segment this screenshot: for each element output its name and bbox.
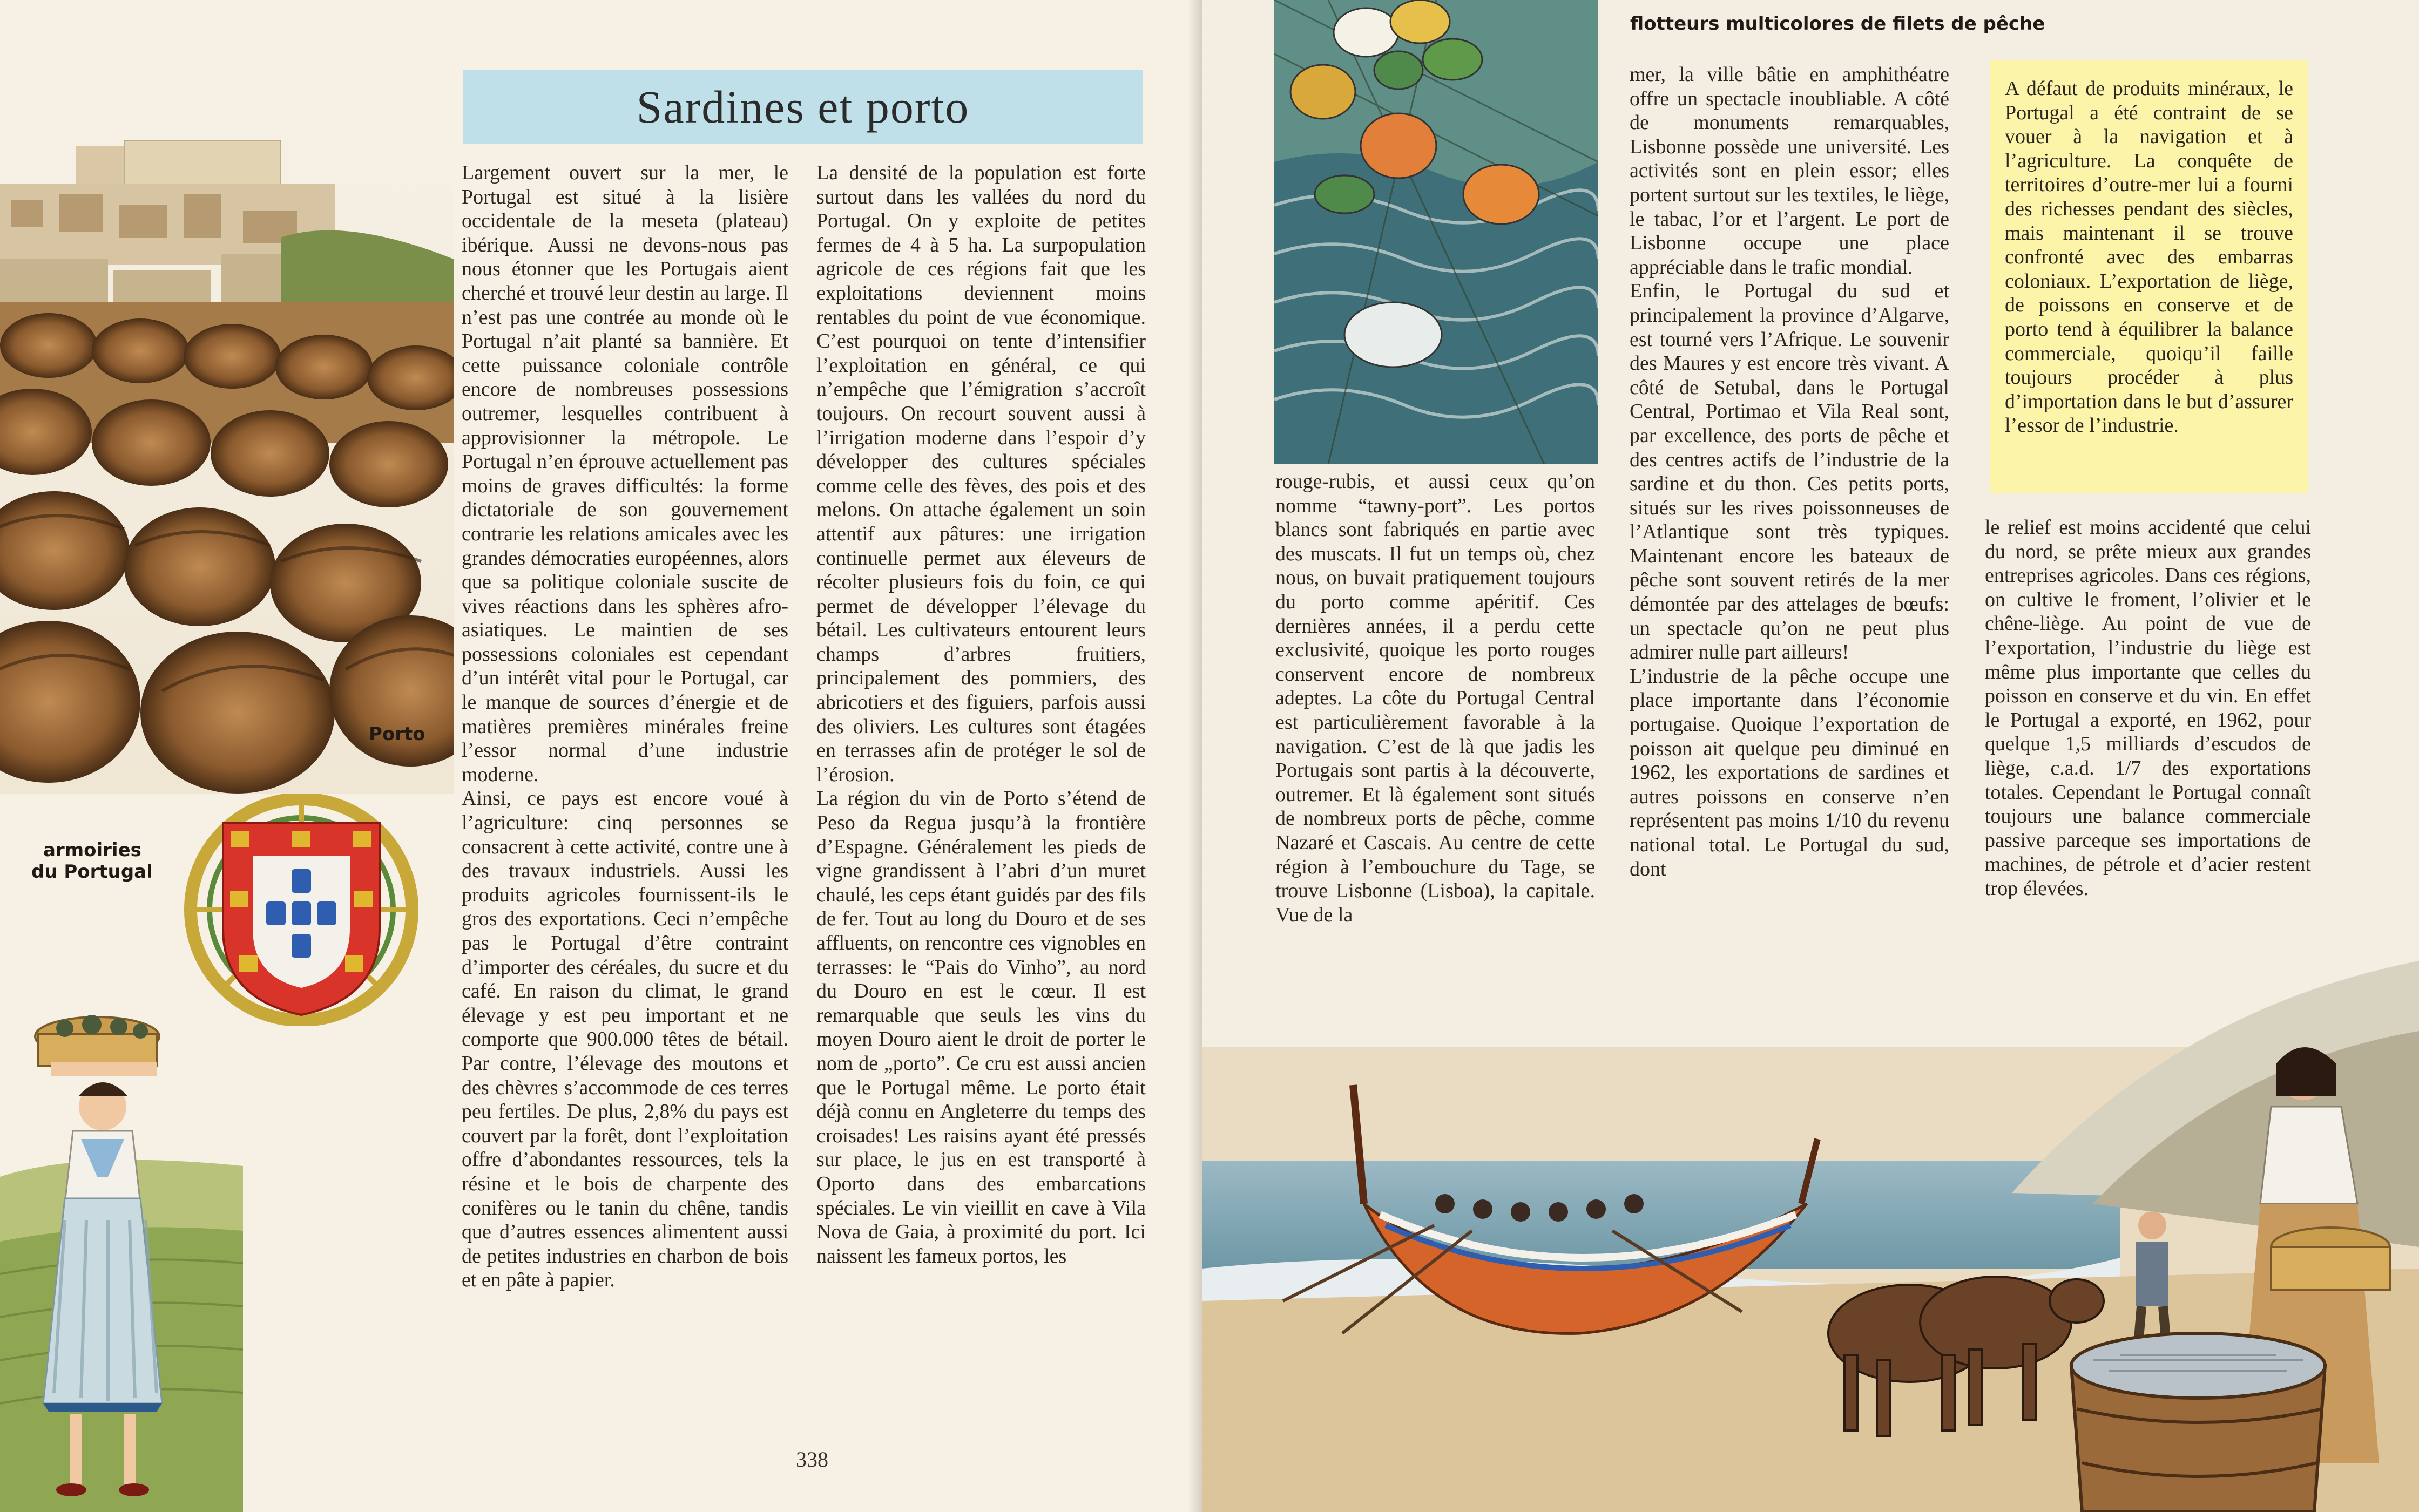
left-page: [0, 0, 1202, 1512]
coat-of-arms-illustration: [172, 794, 431, 1026]
text-column-1: [462, 161, 788, 1292]
text-column-5: [1985, 516, 2311, 901]
fishing-net-floats-illustration: [1274, 0, 1598, 464]
paragraph: La région du vin de Porto s’étend de Peso da Regua jusqu’à la frontière d’Espagne. Généralement les pieds de vigne grandissent à l’abri d’un muret chaulé, les ceps étant guidés par des fils de fer. Tout au long du Douro et de ses affluents, on rencontre ces vignobles en terrasses: le “Pais do Vinho”, au nord du Douro en est le cœur. Il est remarquable que seuls les vins du moyen Douro aient le droit de porter le nom de „porto”. Ce cru est aussi ancien que le Portugal même. Le porto était déjà connu en Angleterre du temps des croisades! Les raisins ayant été pressés sur place, le jus en est transporté à Oporto dans des embarcations spéciales. Le vin vieillit en cave à Vila Nova de Gaia, à proximité du port. Ici naissent les fameux portos, les: [816, 787, 1146, 1267]
paragraph: Ainsi, ce pays est encore voué à l’agriculture: cinq personnes se consacrent à cette activité, contre une à des travaux industriels. Aussi les produits agricoles fournissent-ils le gros des exportations. Ceci n’empêche pas le Portugal d’être contraint d’importer des céréales, du sucre et du café. En raison du climat, le grand élevage y est peu important et ne comporte que 900.000 têtes de bétail. Par contre, l’élevage des moutons et des chèvres s’accommode de ces terres peu fertiles. De plus, 2,8% du pays est couvert par la forêt, dont l’exploitation offre d’abondantes ressources, tels la résine et le bois de charpente des conifères ou le tanin du chêne, tandis que d’autres essences alimentent aussi de petites industries en charbon de bois et en pâte à papier.: [462, 787, 788, 1292]
vineyard-woman-illustration: [0, 1015, 243, 1512]
porto-caption: Porto: [369, 723, 425, 745]
summary-box: [1990, 60, 2308, 493]
text-column-2: [816, 161, 1146, 1268]
arms-caption-line1: armoiries: [43, 839, 141, 861]
arms-caption-line2: du Portugal: [31, 861, 153, 883]
porto-barrels-illustration: [0, 130, 454, 794]
text-column-4: [1630, 63, 1949, 881]
right-page: [1202, 0, 2419, 1512]
fishing-boat-beach-illustration: [1202, 923, 2419, 1512]
paragraph: Largement ouvert sur la mer, le Portugal est situé à la lisière occidentale de la meseta (plateau) ibérique. Aussi ne devons-nous pas nous étonner que les Portugais aient cherché et trouvé leur destin au large. Il n’est pas une contrée au monde où le Portugal n’ait planté sa bannière. Et cette puissance coloniale contrôle encore de nombreuses possessions outremer, lesquelles contribuent à approvisionner la métropole. Le Portugal n’en éprouve actuellement pas moins de graves difficultés: la forme dictatoriale de son gouvernement contrarie les relations amicales avec les grandes démocraties européennes, alors que sa politique coloniale suscite de vives réactions dans les sphères afro-asiatiques. Le maintien de ses possessions coloniales est cependant d’un intérêt vital pour le Portugal, car le manque de sources d’énergie et de matières premières minérales freine l’essor normal d’une industrie moderne.: [462, 161, 788, 786]
summary-text: A défaut de produits minéraux, le Portugal a été contraint de se vouer à la navigation et à l’agriculture. La conquête de territoires d’outre-mer lui a fourni des richesses pendant des siècles, mais maintenant il se trouve confronté avec des embarras coloniaux. L’exportation de liège, de poissons en conserve et de porto tend à équilibrer la balance commerciale, quoiqu’il faille toujours procéder à plus d’importation dans le but d’assurer l’essor de l’industrie.: [2005, 77, 2293, 437]
paragraph: rouge-rubis, et aussi ceux qu’on nomme “tawny-port”. Les portos blancs sont fabriqués en partie avec des muscats. Il fut un temps où, chez nous, on buvait pratiquement toujours du porto comme apéritif. Ces dernières années, il a perdu cette exclusivité, quoique les porto rouges conservent encore de nombreux adeptes. La côte du Portugal Central est particulièrement favorable à la navigation. C’est de là que jadis les Portugais sont partis à la découverte, outremer. Et là également sont situés de nombreux ports de pêche, comme Nazaré et Cascais. Au centre de cette région à l’embouchure du Tage, se trouve Lisbonne (Lisboa), la capitale. Vue de la: [1275, 470, 1595, 926]
paragraph: le relief est moins accidenté que celui du nord, se prête mieux aux grandes entreprises agricoles. Dans ces régions, on cultive le froment, l’olivier et le chêne-liège. Au point de vue de l’exportation, l’industrie du liège est même plus importante que celles du poisson en conserve et du vin. En effet le Portugal a exporté, en 1962, pour quelque 1,5 milliards d’escudos de liège, c.a.d. 1/7 des exportations totales. Cependant le Portugal connaît toujours une balance commerciale passive parceque ses importations de machines, de pétrole et d’acier restent trop élevées.: [1985, 516, 2311, 900]
article-title-band: [463, 70, 1143, 144]
page-number: 338: [796, 1447, 828, 1472]
paragraph: Enfin, le Portugal du sud et principalement la province d’Algarve, est tourné vers l’Afrique. Le souvenir des Maures y est encore très vivant. A côté de Setubal, dans le Portugal Central, Portimao et Vila Real sont, par excellence, des ports de pêche et des centres actifs de l’industrie de la sardine et du thon. Ces petits ports, situés sur les rives poissonneuses de l’Atlantique sont très typiques. Maintenant encore les bateaux de pêche sont souvent retirés de la mer démontée par des attelages de bœufs: un spectacle qu’on ne peut plus admirer nulle part ailleurs!: [1630, 280, 1949, 664]
text-column-3: [1275, 470, 1595, 927]
floats-caption: flotteurs multicolores de filets de pêche: [1630, 13, 2045, 35]
paragraph: L’industrie de la pêche occupe une place importante dans l’économie portugaise. Quoique l’exportation de poisson ait quelque peu diminué en 1962, les exportations de sardines et autres poissons en conserve n’en représentent pas moins 1/10 du revenu national total. Le Portugal du sud, dont: [1630, 665, 1949, 880]
article-title: Sardines et porto: [636, 81, 970, 133]
paragraph: mer, la ville bâtie en amphithéatre offre un spectacle inoubliable. A côté de monuments remarquables, Lisbonne possède une université. Les activités sont en plein essor; elles portent surtout sur les textiles, le liège, le tabac, l’or et l’argent. Le port de Lisbonne occupe une place appréciable dans le trafic mondial.: [1630, 63, 1949, 279]
paragraph: La densité de la population est forte surtout dans les vallées du nord du Portugal. On y exploite de petites fermes de 4 à 5 ha. La surpopulation agricole de ces régions fait que les exploitations deviennent moins rentables du point de vue économique. C’est pourquoi on tente d’intensifier l’exploitation en général, ce qui n’empêche que l’émigration s’accroît toujours. On recourt souvent aussi à l’irrigation moderne dans l’espoir d’y développer des cultures spéciales comme celle des fèves, des pois et des melons. On attache également un soin attentif aux pâtures: une irrigation continuelle permet aux éleveurs de récolter plusieurs fois du foin, ce qui permet de développer l’élevage du bétail. Les cultivateurs entourent leurs champs d’arbres fruitiers, principalement des pommiers, des abricotiers et des figuiers, parfois aussi des oliviers. Les cultures sont étagées en terrasses afin de protéger le sol de l’érosion.: [816, 161, 1146, 786]
